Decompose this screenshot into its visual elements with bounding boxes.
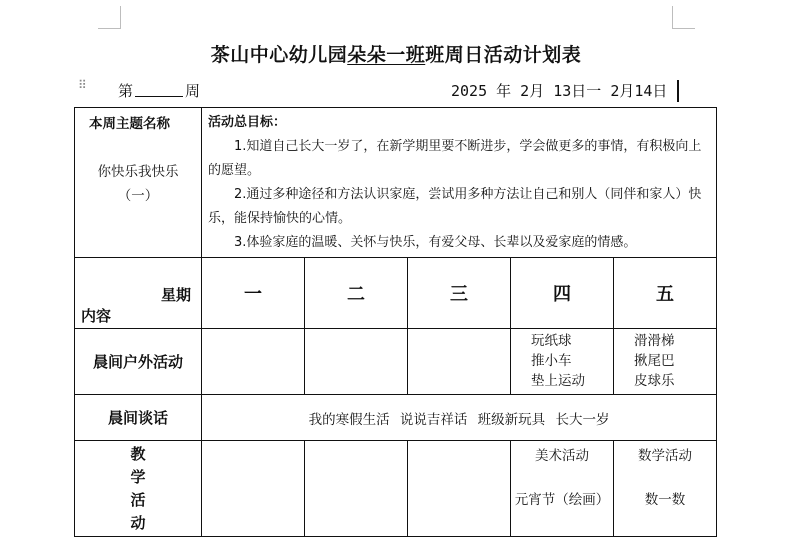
title-suffix: 班周日活动计划表 xyxy=(425,44,582,66)
page-corner-mark-left xyxy=(98,6,121,29)
outdoor-mon-cell[interactable] xyxy=(202,329,305,395)
header-content-label: 内容 xyxy=(81,307,112,325)
teaching-topic: 数一数 xyxy=(644,492,686,508)
talk-content[interactable]: 我的寒假生活 说说吉祥话 班级新玩具 长大一岁 xyxy=(202,395,717,441)
title-prefix: 茶山中心幼儿园 xyxy=(210,44,348,66)
theme-cell[interactable] xyxy=(75,108,202,258)
goals-cell[interactable] xyxy=(202,108,717,258)
theme-label: 本周主题名称 xyxy=(89,116,170,132)
outdoor-fri-cell[interactable] xyxy=(614,329,717,395)
date-range: 2025 年 2月 13日一 2月14日 xyxy=(451,82,668,100)
outdoor-label[interactable]: 晨间户外活动 xyxy=(75,329,202,395)
teaching-subject: 数学活动 xyxy=(638,448,693,464)
day-header-mon[interactable]: 一 xyxy=(202,258,305,329)
teaching-fri-cell[interactable] xyxy=(614,441,717,537)
day-header-fri[interactable]: 五 xyxy=(614,258,717,329)
goal-item: 3.体验家庭的温暖、关怀与快乐，有爱父母、长辈以及爱家庭的情感。 xyxy=(234,235,637,250)
goal-item: 2.通过多种途径和方法认识家庭，尝试用多种方法让自己和别人（同伴和家人）快乐，能保持愉快的心情。 xyxy=(208,187,702,226)
theme-row xyxy=(75,108,717,258)
talk-row xyxy=(75,395,717,441)
teaching-label[interactable] xyxy=(75,441,202,537)
activity-item: 揪尾巴 xyxy=(634,353,675,369)
teaching-label-char: 教 xyxy=(130,445,146,463)
outdoor-wed-cell[interactable] xyxy=(408,329,511,395)
activity-item: 皮球乐 xyxy=(634,373,675,389)
week-prefix: 第 xyxy=(118,82,134,100)
activity-item: 垫上运动 xyxy=(531,373,585,389)
talk-label[interactable]: 晨间谈话 xyxy=(75,395,202,441)
page-corner-mark-right xyxy=(672,6,695,29)
diagonal-header-cell[interactable] xyxy=(75,258,202,329)
document-title xyxy=(0,40,792,67)
activity-item: 玩纸球 xyxy=(531,333,572,349)
goals-heading: 活动总目标： xyxy=(208,115,287,130)
teaching-label-char: 动 xyxy=(130,514,146,532)
theme-name: 你快乐我快乐 xyxy=(97,164,179,180)
teaching-label-char: 活 xyxy=(130,491,146,509)
weekday-header-row xyxy=(75,258,717,329)
week-line xyxy=(118,80,200,101)
outdoor-row xyxy=(75,329,717,395)
activity-item: 推小车 xyxy=(531,353,572,369)
header-weekday-label: 星期 xyxy=(160,286,191,304)
teaching-tue-cell[interactable] xyxy=(305,441,408,537)
outdoor-thu-cell[interactable] xyxy=(511,329,614,395)
day-header-thu[interactable]: 四 xyxy=(511,258,614,329)
text-cursor xyxy=(677,80,679,102)
table-move-handle-icon[interactable]: ⠿ xyxy=(78,78,88,92)
activity-item: 滑滑梯 xyxy=(634,333,675,349)
teaching-subject: 美术活动 xyxy=(535,448,589,464)
week-number-blank[interactable] xyxy=(135,82,183,97)
teaching-topic: 元宵节（绘画） xyxy=(514,492,610,508)
teaching-thu-cell[interactable] xyxy=(511,441,614,537)
teaching-wed-cell[interactable] xyxy=(408,441,511,537)
week-suffix: 周 xyxy=(185,82,201,100)
teaching-label-char: 学 xyxy=(130,468,146,486)
day-header-tue[interactable]: 二 xyxy=(305,258,408,329)
title-class-name: 朵朵一班 xyxy=(347,44,426,66)
teaching-row xyxy=(75,441,717,537)
teaching-mon-cell[interactable] xyxy=(202,441,305,537)
day-header-wed[interactable]: 三 xyxy=(408,258,511,329)
goal-item: 1.知道自己长大一岁了，在新学期里要不断进步，学会做更多的事情，有积极向上的愿望。 xyxy=(208,139,702,178)
outdoor-tue-cell[interactable] xyxy=(305,329,408,395)
weekly-plan-table xyxy=(74,107,717,537)
theme-sub: （一） xyxy=(117,188,159,204)
